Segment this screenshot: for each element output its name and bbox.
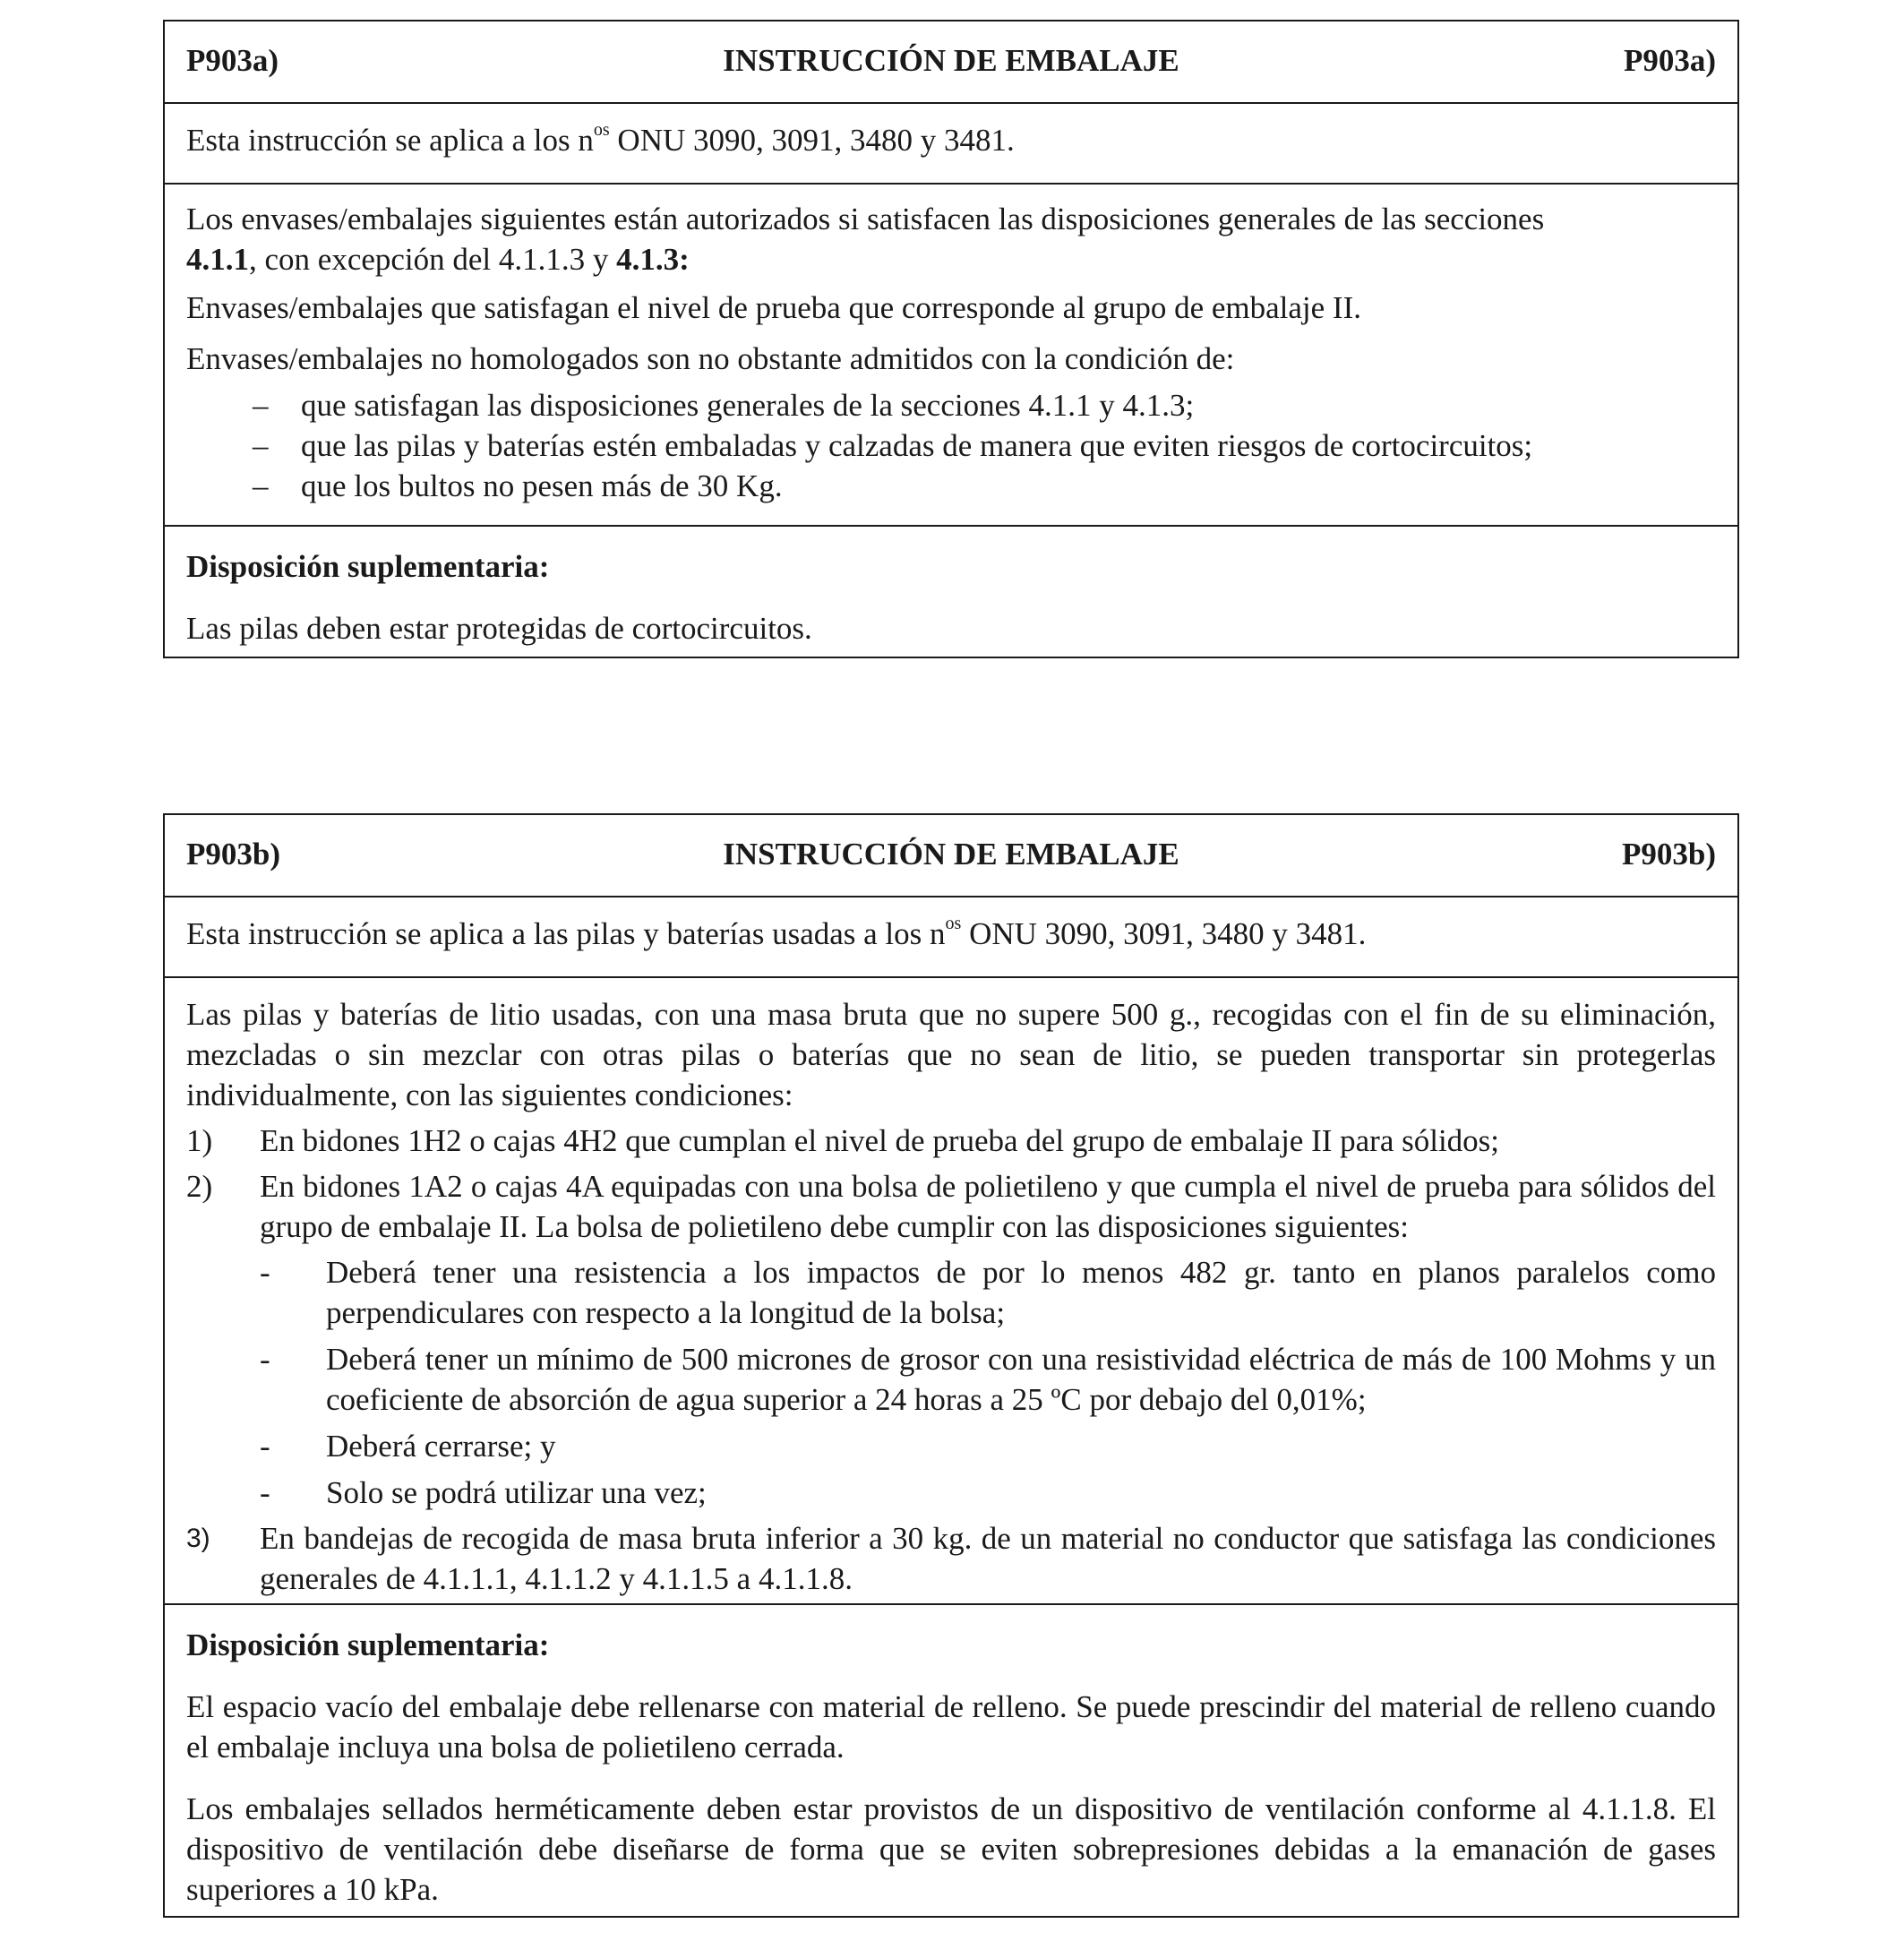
supplementary-text: Las pilas deben estar protegidas de cortocircuitos. [186, 611, 812, 646]
packing-instruction-p903a [163, 20, 1739, 658]
instruction-title: INSTRUCCIÓN DE EMBALAJE [723, 43, 1179, 78]
supplementary-heading: Disposición suplementaria: [186, 549, 550, 584]
packagings-row [165, 183, 1737, 525]
non-homologated-text: Envases/embalajes no homologados son no obstante admitidos con la condición de: [186, 341, 1235, 376]
instruction-code-right: P903b) [1622, 837, 1716, 872]
packing-instruction-p903b [163, 813, 1739, 1918]
supplementary-row [165, 525, 1737, 657]
scope-text: Esta instrucción se aplica a las pilas y baterías usadas a los $n^{os}$ ONU 3090, 3091, 3480 y 3481. [186, 914, 1367, 951]
list-item: – que las pilas y baterías estén embaladas y calzadas de manera que eviten riesgos de cortocircuitos; [253, 428, 1533, 463]
scope-text: Esta instrucción se aplica a los $n^{os}$ ONU 3090, 3091, 3480 y 3481. [186, 120, 1015, 158]
instruction-code-right: P903a) [1623, 43, 1716, 78]
list-item: – que satisfagan las disposiciones generales de la secciones 4.1.1 y 4.1.3; [253, 388, 1195, 423]
supplementary-row [165, 1603, 1737, 1916]
instruction-title: INSTRUCCIÓN DE EMBALAJE [723, 837, 1179, 872]
used-batteries-intro: Las pilas y baterías de litio usadas, con una masa bruta que no supere 500 g., recogidas con el fin de su eliminación, mezcladas o sin mezclar con otras pilas o baterías que no sean de litio, se pueden transportar sin protegerlas individualmente, con las siguientes condiciones: [186, 997, 1716, 1112]
instruction-header [165, 21, 1737, 102]
conditions-list [186, 385, 1716, 506]
instruction-code-left: P903b) [186, 837, 280, 872]
list-item: - Deberá cerrarse; y [260, 1429, 556, 1464]
scope-row [165, 896, 1737, 976]
bag-requirements-list [260, 1252, 1716, 1513]
scope-row [165, 102, 1737, 183]
instruction-code-left: P903a) [186, 43, 279, 78]
list-item: 2) En bidones 1A2 o cajas 4A equipadas con una bolsa de polietileno y que cumpla el nivel de prueba para sólidos del grupo de embalaje II. La bolsa de polietileno debe cumplir con las disposiciones siguientes: - Deberá tener una resistencia a los impactos de por lo menos 482 gr. tanto en planos paralelos como perpendiculares con respecto a la longitud de la bolsa; - Deberá tener un mínimo de 500 micrones de grosor con una resistividad eléctrica de más de 100 Mohms y un coeficiente de absorción de agua superior a 24 horas a 25 ºC por debajo del 0,01%; - Deberá cerrarse; y - Solo se podrá utilizar una vez; [186, 1166, 1716, 1513]
supplementary-heading: Disposición suplementaria: [186, 1627, 550, 1662]
list-item: 1) En bidones 1H2 o cajas 4H2 que cumplan el nivel de prueba del grupo de embalaje II para sólidos; [186, 1123, 1500, 1158]
conditions-row [165, 976, 1737, 1603]
list-item: - Deberá tener una resistencia a los impactos de por lo menos 482 gr. tanto en planos paralelos como perpendiculares con respecto a la longitud de la bolsa; [260, 1255, 1716, 1330]
list-item: 3) En bandejas de recogida de masa bruta inferior a 30 kg. de un material no conductor que satisfaga las condiciones generales de 4.1.1.1, 4.1.1.2 y 4.1.1.5 a 4.1.1.8. [186, 1521, 1716, 1596]
authorized-packagings-text: Los envases/embalajes siguientes están autorizados si satisfacen las disposiciones generales de las secciones 4.1.1, con excepción del 4.1.1.3 y 4.1.3: [186, 202, 1545, 277]
list-item: – que los bultos no pesen más de 30 Kg. [253, 468, 783, 503]
instruction-header [165, 815, 1737, 896]
list-item: - Solo se podrá utilizar una vez; [260, 1475, 707, 1510]
list-item: - Deberá tener un mínimo de 500 micrones de grosor con una resistividad eléctrica de más de 100 Mohms y un coeficiente de absorción de agua superior a 24 horas a 25 ºC por debajo del 0,01%; [260, 1342, 1716, 1417]
supplementary-text: El espacio vacío del embalaje debe rellenarse con material de relleno. Se puede prescindir del material de relleno cuando el embalaje incluya una bolsa de polietileno cerrada. [186, 1689, 1716, 1765]
supplementary-text: Los embalajes sellados herméticamente deben estar provistos de un dispositivo de ventilación conforme al 4.1.1.8. El dispositivo de ventilación debe diseñarse de forma que se eviten sobrepresiones debidas a la emanación de gases superiores a 10 kPa. [186, 1791, 1716, 1907]
test-level-text: Envases/embalajes que satisfagan el nivel de prueba que corresponde al grupo de embalaje II. [186, 290, 1361, 325]
numbered-conditions-list [186, 1121, 1716, 1599]
